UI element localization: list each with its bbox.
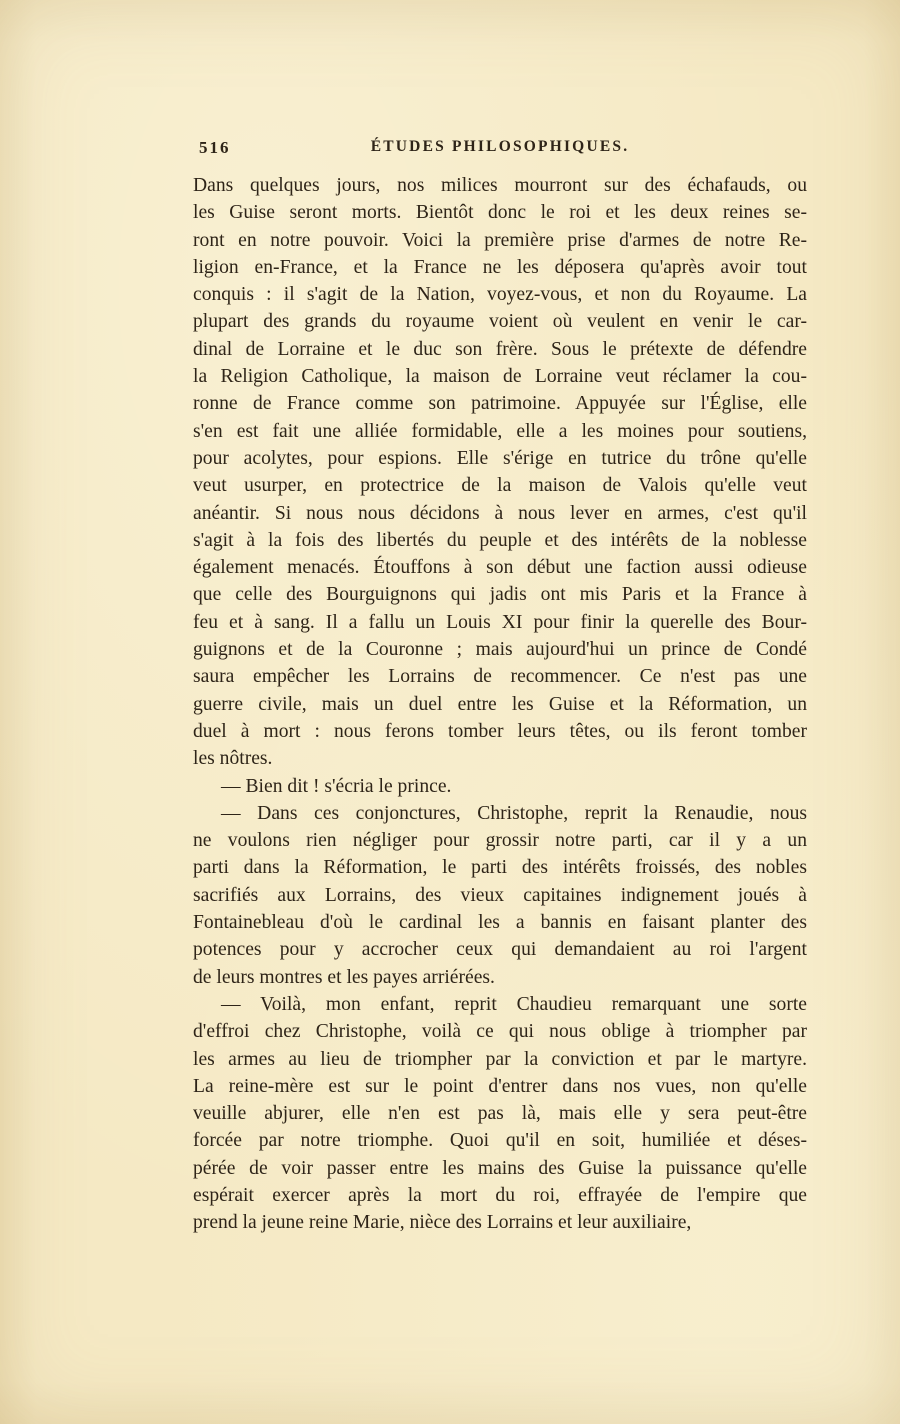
text-line: Dans quelques jours, nos milices mourront sur des échafauds, ou — [193, 175, 807, 196]
paragraph — [193, 172, 807, 773]
text-line: ne voulons rien négliger pour grossir notre parti, car il y a un — [193, 830, 807, 852]
text-line: anéantir. Si nous nous décidons à nous lever en armes, c'est qu'il — [193, 502, 807, 524]
running-head — [193, 136, 807, 166]
text-line: forcée par notre triomphe. Quoi qu'il en soit, humiliée et déses- — [193, 1130, 807, 1152]
text-line: veuille abjurer, elle n'en est pas là, mais elle y sera peut-être — [193, 1103, 807, 1125]
text-line: les Guise seront morts. Bientôt donc le roi et les deux reines se- — [193, 202, 807, 224]
text-line: duel à mort : nous ferons tomber leurs têtes, ou ils feront tomber — [193, 720, 807, 742]
text-line: feu et à sang. Il a fallu un Louis XI pour finir la querelle des Bour- — [193, 611, 807, 633]
text-line: guignons et de la Couronne ; mais aujourd'hui un prince de Condé — [193, 639, 807, 661]
paragraph — [193, 800, 807, 991]
text-line: de leurs montres et les payes arriérées. — [193, 966, 495, 988]
text-line: les armes au lieu de triompher par la conviction et par le martyre. — [193, 1048, 807, 1070]
paragraph — [193, 991, 807, 1237]
text-line: guerre civile, mais un duel entre les Guise et la Réformation, un — [193, 693, 807, 715]
text-line: conquis : il s'agit de la Nation, voyez-vous, et non du Royaume. La — [193, 284, 807, 306]
text-line: potences pour y accrocher ceux qui demandaient au roi l'argent — [193, 939, 807, 961]
text-line: prend la jeune reine Marie, nièce des Lorrains et leur auxiliaire, — [193, 1212, 692, 1234]
text-line: d'effroi chez Christophe, voilà ce qui nous oblige à triompher par — [193, 1021, 807, 1043]
text-line: dinal de Lorraine et le duc son frère. Sous le prétexte de défendre — [193, 338, 807, 360]
text-line: — Dans ces conjonctures, Christophe, reprit la Renaudie, nous — [221, 802, 807, 824]
body-text — [193, 172, 807, 1237]
text-line: plupart des grands du royaume voient où veulent en venir le car- — [193, 311, 807, 333]
text-line: ront en notre pouvoir. Voici la première prise d'armes de notre Re- — [193, 229, 807, 251]
text-line: s'agit à la fois des libertés du peuple et des intérêts de la noblesse — [193, 529, 807, 551]
running-title: ÉTUDES PHILOSOPHIQUES. — [370, 138, 630, 155]
text-line: ligion en-France, et la France ne les déposera qu'après avoir tout — [193, 256, 807, 278]
text-line: Fontainebleau d'où le cardinal les a bannis en faisant planter des — [193, 912, 807, 934]
page-number: 516 — [199, 138, 231, 157]
text-line: parti dans la Réformation, le parti des intérêts froissés, des nobles — [193, 857, 807, 879]
text-line: que celle des Bourguignons qui jadis ont mis Paris et la France à — [193, 584, 807, 606]
text-line: veut usurper, en protectrice de la maison de Valois qu'elle veut — [193, 475, 807, 497]
paragraph — [193, 773, 807, 800]
text-line: espérait exercer après la mort du roi, effrayée de l'empire que — [193, 1184, 807, 1206]
text-line: également menacés. Étouffons à son début une faction aussi odieuse — [193, 557, 807, 579]
text-line: ronne de France comme son patrimoine. Appuyée sur l'Église, elle — [193, 393, 807, 415]
text-line: saura empêcher les Lorrains de recommencer. Ce n'est pas une — [193, 666, 807, 688]
text-line: — Bien dit ! s'écria le prince. — [221, 775, 452, 797]
text-line: La reine-mère est sur le point d'entrer dans nos vues, non qu'elle — [193, 1075, 807, 1097]
text-line: — Voilà, mon enfant, reprit Chaudieu remarquant une sorte — [221, 993, 807, 1015]
text-line: pour acolytes, pour espions. Elle s'érige en tutrice du trône qu'elle — [193, 447, 807, 469]
text-block — [193, 136, 807, 1237]
text-line: s'en est fait une alliée formidable, elle a les moines pour soutiens, — [193, 420, 807, 442]
text-line: la Religion Catholique, la maison de Lorraine veut réclamer la cou- — [193, 366, 807, 388]
text-line: les nôtres. — [193, 748, 273, 770]
text-line: pérée de voir passer entre les mains des Guise la puissance qu'elle — [193, 1157, 807, 1179]
text-line: sacrifiés aux Lorrains, des vieux capitaines indignement joués à — [193, 884, 807, 906]
